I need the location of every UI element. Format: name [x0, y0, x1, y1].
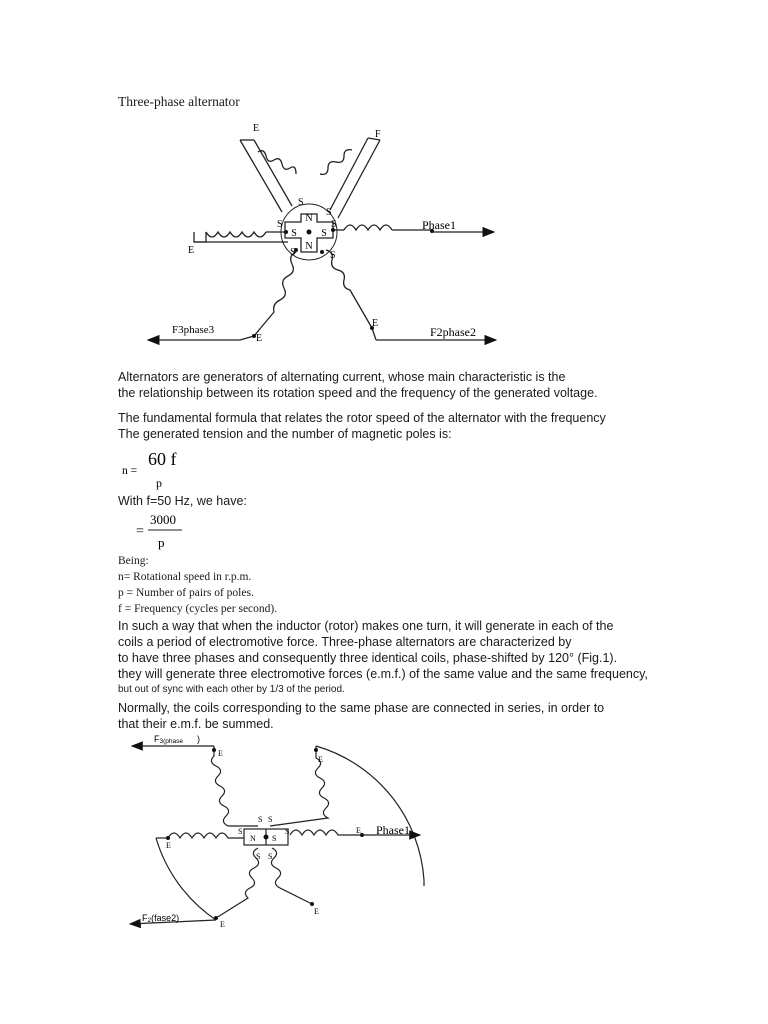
stator-s-label: S — [258, 815, 263, 824]
stator-s-label: S — [268, 815, 273, 824]
rotor-pole-s: S — [272, 834, 277, 843]
terminal-e-label: E — [218, 749, 223, 758]
rotor-pole-n-bottom: N — [305, 241, 313, 252]
stator-s-label: S — [268, 852, 273, 861]
f2-label: F2(fase2) — [142, 913, 180, 924]
formula1-numerator: 60 f — [148, 449, 177, 469]
terminal-e-label: E — [256, 333, 263, 344]
text-line: the relationship between its rotation speed and the frequency of the generated voltage. — [118, 386, 598, 400]
terminal-e-label: E — [188, 245, 195, 256]
terminal-e-label: E — [166, 841, 171, 850]
phase1-label: Phase1 — [376, 823, 410, 837]
rotor-pole-s-left: S — [291, 228, 297, 239]
formula1-lhs: n = — [122, 465, 138, 477]
text-line: The generated tension and the number of magnetic poles is: — [118, 427, 452, 441]
text-line: Normally, the coils corresponding to the same phase are connected in series, in order to — [118, 701, 605, 715]
definition-item: p = Number of pairs of poles. — [118, 587, 254, 599]
formula2-lhs: = — [136, 524, 144, 539]
stator-s-label: S — [277, 219, 283, 230]
rotor-pole-n-top: N — [305, 213, 313, 224]
stator-s-label: S — [298, 197, 304, 208]
page-title: Three-phase alternator — [118, 94, 240, 109]
stator-s-label: S — [330, 250, 336, 261]
text-line: to have three phases and consequently three identical coils, phase-shifted by 120° (Fig.1). — [118, 651, 618, 665]
definition-item: f = Frequency (cycles per second). — [118, 603, 278, 615]
terminal-e-label: E — [314, 907, 319, 916]
formula-intro-paragraph — [118, 410, 606, 442]
being-label: Being: — [118, 555, 149, 567]
series-paragraph — [118, 700, 604, 732]
terminal-e-label: E — [372, 318, 379, 329]
stator-s-label: S — [285, 827, 290, 836]
rotor-pole-n: N — [250, 834, 256, 843]
terminal-f-label: F — [375, 129, 381, 140]
terminal-e-label: E — [318, 755, 323, 764]
definitions-block — [118, 553, 277, 617]
text-line: The fundamental formula that relates the rotor speed of the alternator with the frequency — [118, 411, 606, 425]
formula2-numerator: 3000 — [150, 512, 176, 527]
formula1-denominator: p — [156, 476, 162, 490]
text-line: Alternators are generators of alternating current, whose main characteristic is the — [118, 370, 566, 384]
f3-label: F3(phase ) — [154, 734, 200, 745]
terminal-e-label: E — [356, 826, 361, 835]
stator-s-label: S — [290, 247, 296, 258]
stator-s-label: S — [256, 852, 261, 861]
three-phase-paragraph — [118, 618, 648, 698]
f3-phase3-label: F3phase3 — [172, 324, 215, 336]
stator-s-label: S — [331, 219, 337, 230]
text-line: coils a period of electromotive force. Three-phase alternators are characterized by — [118, 635, 572, 649]
formula2-denominator: p — [158, 535, 165, 550]
text-line: that their e.m.f. be summed. — [118, 717, 274, 731]
terminal-e-label: E — [253, 123, 260, 134]
stator-s-label: S — [326, 207, 332, 218]
text-line: In such a way that when the inductor (rotor) makes one turn, it will generate in each of the — [118, 619, 614, 633]
definition-item: n= Rotational speed in r.p.m. — [118, 571, 252, 583]
rotor-pole-s-right: S — [321, 228, 327, 239]
stator-s-label: S — [238, 827, 243, 836]
phase1-label: Phase1 — [422, 218, 456, 232]
f2-phase2-label: F2phase2 — [430, 325, 476, 339]
with-f-line: With f=50 Hz, we have: — [118, 494, 247, 508]
intro-paragraph — [118, 369, 598, 401]
text-line: they will generate three electromotive forces (e.m.f.) of the same value and the same frequency, — [118, 667, 648, 681]
terminal-e-label: E — [220, 920, 225, 929]
text-line: but out of sync with each other by 1/3 of the period. — [118, 684, 345, 695]
